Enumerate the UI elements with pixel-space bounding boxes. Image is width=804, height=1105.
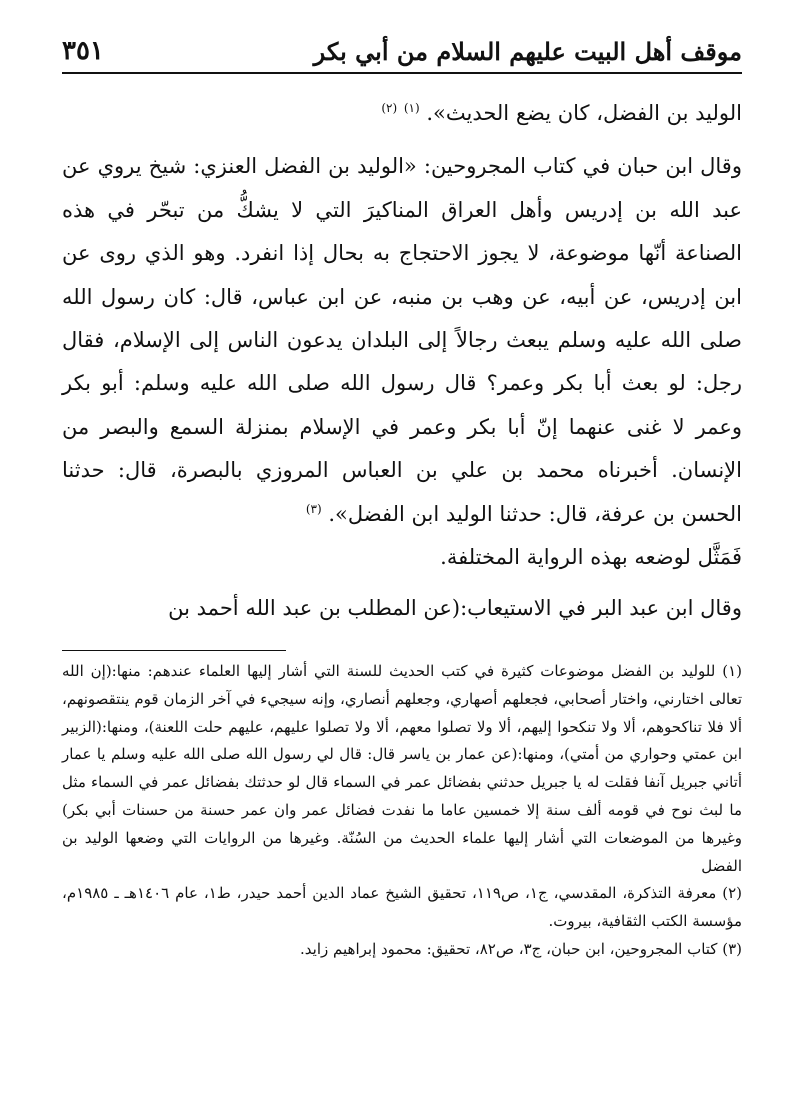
- paragraph-1-text: الوليد بن الفضل، كان يضع الحديث».: [426, 101, 742, 125]
- paragraph-2: [62, 145, 742, 536]
- footnote-2: (٢) معرفة التذكرة، المقدسي، ج١، ص١١٩، تحقيق الشيخ عماد الدين أحمد حيدر، ط١، عام ١٤٠٦هـ ـ ١٩٨٥م، مؤسسة الكتب الثقافية، بيروت.: [62, 884, 743, 931]
- footnotes: [62, 658, 742, 964]
- main-text: [62, 92, 742, 631]
- footnote-ref-3[interactable]: (٣): [305, 501, 322, 516]
- page-number: ٣٥١: [62, 36, 104, 66]
- paragraph-1: [62, 92, 742, 135]
- footnote-3: (٣) كتاب المجروحين، ابن حبان، ج٣، ص٨٢، تحقيق: محمود إبراهيم زايد.: [300, 939, 742, 958]
- paragraph-2-text: وقال ابن حبان في كتاب المجروحين: «الوليد بن الفضل العنزي: شيخ يروي عن عبد الله بن إدريس وأهل العراق المناكيرَ التي لا يشكُّ من تبحّر في هذه الصناعة أنّها موضوعة، لا يجوز الاحتجاج به بحال إذا انفرد. وهو الذي روى عن ابن إدريس، عن أبيه، عن وهب بن منبه، عن ابن عباس، قال: كان رسول الله صلى الله عليه وسلم يبعث رجالاً إلى البلدان يدعون الناس إلى الإسلام، فقال رجل: لو بعث أبا بكر وعمر؟ قال رسول الله صلى الله عليه وسلم: أبو بكر وعمر لا غنى عنهما إنّ أبا بكر وعمر في الإسلام بمنزلة السمع والبصر من الإنسان. أخبرناه محمد بن علي بن العباس المروزي بالبصرة، قال: حدثنا الحسن بن عرفة، قال: حدثنا الوليد ابن الفضل».: [62, 154, 742, 526]
- footnote-divider: [62, 650, 286, 651]
- footnote-ref-1[interactable]: (١): [403, 101, 420, 115]
- page-header: [62, 30, 742, 74]
- paragraph-3: فَمَثَّل لوضعه بهذه الرواية المختلفة.: [440, 545, 742, 570]
- footnote-1: (١) للوليد بن الفضل موضوعات كثيرة في كتب الحديث للسنة التي أشار إليها العلماء عندهم: منها:(إن الله تعالى اختارني، واختار أصحابي، فجعلهم أصهاري، وجعلهم أنصاري، وإنه سيجيء في آخر الزمان قوم ينتقصونهم، ألا فلا تناكحوهم، ألا ولا تنكحوا إليهم، ألا ولا تصلوا معهم، ألا ولا تصلوا عليهم، عليهم حلت اللعنة)، ومنها:(الزبير ابن عمتي وحواري من أمتي)، ومنها:(عن عمار بن ياسر قال: قال لي رسول الله صلى الله عليه وسلم يا عمار أتاني جبريل آنفا فقلت له يا جبريل حدثني بفضائل عمر في السماء قال لو حدثتك بفضائل عمر في السماء مثل ما لبث نوح في قومه ألف سنة إلا خمسين عاما ما نفدت فضائل عمر وان عمر حسنة من حسنات أبي بكر) وغيرها من الموضعات التي أشار إليها علماء الحديث من السُنّة. وغيرها من الروايات التي وضعها الوليد بن الفضل: [62, 662, 742, 875]
- footnote-ref-2[interactable]: (٢): [381, 101, 398, 115]
- paragraph-4: وقال ابن عبد البر في الاستيعاب:(عن المطلب بن عبد الله أحمد بن: [168, 596, 742, 621]
- running-title: موقف أهل البيت عليهم السلام من أبي بكر: [313, 37, 742, 66]
